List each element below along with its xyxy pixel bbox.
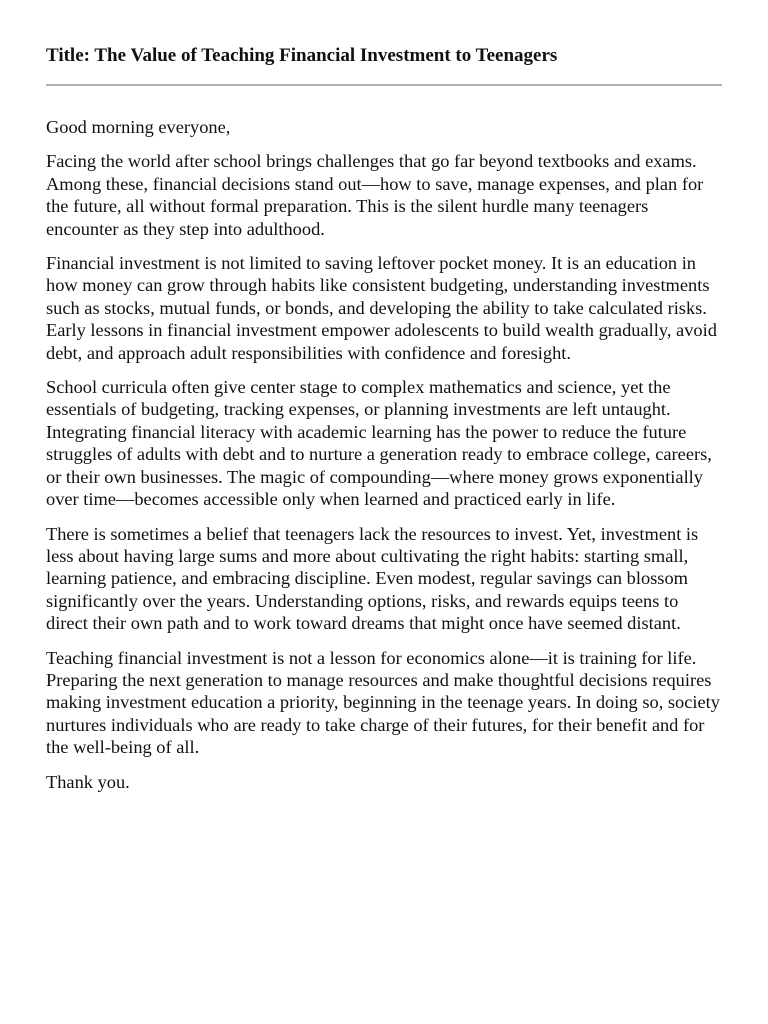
document-body: [46, 116, 722, 793]
paragraph-curricula: School curricula often give center stage to complex mathematics and science, yet the essentials of budgeting, tracking expenses, or planning investments are left untaught. Integrating financial literacy with academic learning has the power to reduce the future struggles of adults with debt and to nurture a generation ready to embrace college, careers, or their own businesses. The magic of compounding—where money grows exponentially over time—becomes accessible only when learned and practiced early in life.: [46, 377, 712, 510]
paragraph-conclusion: Teaching financial investment is not a lesson for economics alone—it is training for life. Preparing the next generation to manage resources and make thoughtful decisions requires making investment education a priority, beginning in the teenage years. In doing so, society nurtures individuals who are ready to take charge of their futures, for their benefit and for the well-being of all.: [46, 647, 720, 758]
paragraph-definition: Financial investment is not limited to saving leftover pocket money. It is an education in how money can grow through habits like consistent budgeting, understanding investments such as stocks, mutual funds, or bonds, and developing the ability to take calculated risks. Early lessons in financial investment empower adolescents to build wealth gradually, avoid debt, and approach adult responsibilities with confidence and foresight.: [46, 253, 717, 363]
document-title: Title: The Value of Teaching Financial Investment to Teenagers: [46, 45, 558, 66]
paragraph-resources: There is sometimes a belief that teenagers lack the resources to invest. Yet, investment is less about having large sums and more about cultivating the right habits: starting small, learning patience, and embracing discipline. Even modest, regular savings can blossom significantly over the years. Understanding options, risks, and rewards equips teens to direct their own path and to work toward dreams that might once have seemed distant.: [46, 523, 699, 634]
paragraph-greeting: Good morning everyone,: [46, 117, 231, 137]
paragraph-intro: Facing the world after school brings challenges that go far beyond textbooks and exams. Among these, financial decisions stand out—how to save, manage expenses, and plan for the future, all without formal preparation. This is the silent hurdle many teenagers encounter as they step into adulthood.: [46, 151, 704, 239]
document-page: [46, 44, 722, 805]
title-divider: [46, 84, 722, 86]
paragraph-closing: Thank you.: [46, 771, 130, 792]
